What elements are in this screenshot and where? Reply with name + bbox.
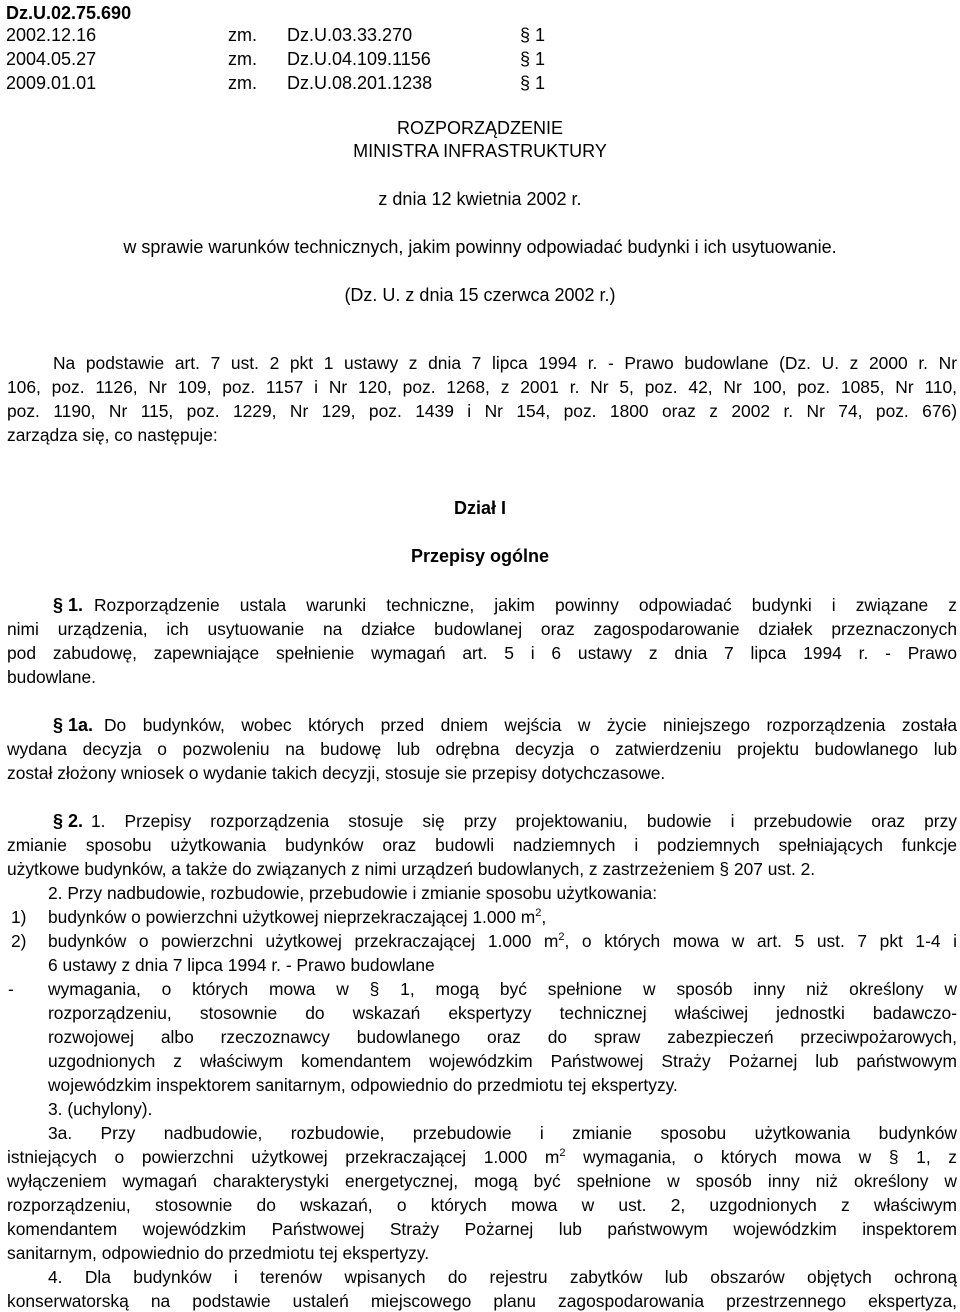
dash-line: uzgodnionych z właściwym komendantem wojewódzkim Państwowej Straży Pożarnej lub państwowym [48, 1051, 957, 1071]
list-item [48, 930, 957, 952]
list-item-text: budynków o powierzchni użytkowej przekraczającej 1.000 m [48, 931, 559, 951]
paragraph-line: rozporządzeniu, stosownie do wskazań, o których mowa w ust. 2, uzgodnionych z właściwym [7, 1195, 957, 1215]
amendment-ref: Dz.U.08.201.1238 [287, 73, 433, 93]
title-date: z dnia 12 kwietnia 2002 r. [378, 189, 582, 209]
list-item-tail: , [541, 907, 547, 927]
amendment-section: § 1 [520, 49, 546, 69]
preamble-line: 106, poz. 1126, Nr 109, poz. 1157 i Nr 120, poz. 1268, z 2001 r. Nr 5, poz. 42, Nr 100, poz. 1085, Nr 110, [7, 377, 957, 397]
paragraph-line: został złożony wniosek o wydanie takich decyzji, stosuje sie przepisy dotychczasowe. [7, 763, 666, 783]
paragraph-line [7, 1146, 957, 1168]
list-item [48, 906, 948, 928]
subsection-intro: 2. Przy nadbudowie, rozbudowie, przebudowie i zmianie sposobu użytkowania: [48, 883, 658, 903]
amendment-date: 2009.01.01 [6, 73, 97, 93]
list-item-tail: , o których mowa w art. 5 ust. 7 pkt 1-4 i [564, 931, 957, 951]
subsection-repealed: 3. (uchylony). [48, 1099, 153, 1119]
paragraph-line: sanitarnym, odpowiednio do przedmiotu tej ekspertyzy. [7, 1243, 430, 1263]
section-title: Dział I [453, 498, 506, 518]
dash-line: wymagania, o których mowa w § 1, mogą być spełnione w sposób inny niż określony w [48, 979, 957, 999]
dash-marker: - [8, 979, 14, 999]
paragraph-line: wyłączeniem wymagań charakterystyki energetycznej, mogą być spełnione w sposób inny niż określony w [7, 1171, 957, 1191]
amendment-date: 2004.05.27 [6, 49, 97, 69]
superscript: 2 [558, 931, 565, 943]
paragraph-number: § 2. [53, 811, 84, 831]
amendment-section: § 1 [520, 25, 546, 45]
paragraph-line: Rozporządzenie ustala warunki techniczne, jakim powinny odpowiadać budynki i związane z [94, 595, 957, 615]
amendment-ref: Dz.U.03.33.270 [287, 25, 413, 45]
paragraph-line: 3a. Przy nadbudowie, rozbudowie, przebudowie i zmianie sposobu użytkowania budynków [48, 1123, 957, 1143]
amendment-zm: zm. [228, 73, 257, 93]
paragraph-line: wydana decyzja o pozwoleniu na budowę lub odrębna decyzja o zatwierdzeniu projektu budowlanego lub [7, 739, 957, 759]
section-subtitle: Przepisy ogólne [410, 546, 550, 566]
list-number: 1) [11, 907, 27, 927]
amendment-date: 2002.12.16 [6, 25, 97, 45]
superscript: 2 [535, 907, 542, 919]
paragraph-line: budowlane. [7, 667, 96, 687]
paragraph-line: 4. Dla budynków i terenów wpisanych do rejestru zabytków lub obszarów objętych ochroną [48, 1267, 957, 1287]
doc-id: Dz.U.02.75.690 [6, 3, 132, 23]
list-item-continuation: 6 ustawy z dnia 7 lipca 1994 r. - Prawo budowlane [48, 955, 435, 975]
amendment-zm: zm. [228, 49, 257, 69]
preamble-line: Na podstawie art. 7 ust. 2 pkt 1 ustawy z dnia 7 lipca 1994 r. - Prawo budowlane (Dz. U. z 2000 r. Nr [53, 353, 957, 373]
line-text: istniejących o powierzchni użytkowej przekraczającej 1.000 m [7, 1147, 560, 1167]
title-line-1: ROZPORZĄDZENIE [396, 118, 563, 138]
list-item-text: budynków o powierzchni użytkowej nieprzekraczającej 1.000 m [48, 907, 536, 927]
preamble-line: zarządza się, co następuje: [7, 425, 218, 445]
paragraph-number: § 1. [53, 595, 84, 615]
line-text: wymagania, o których mowa w § 1, z [565, 1147, 958, 1167]
paragraph-line: użytkowe budynków, a także do związanych z nimi urządzeń budowlanych, z zastrzeżeniem § 207 ust. 2. [7, 859, 816, 879]
paragraph-line: 1. Przepisy rozporządzenia stosuje się przy projektowaniu, budowie i przebudowie oraz przy [91, 811, 957, 831]
dash-line: rozwojowej albo rzeczoznawcy budowlanego oraz do spraw zabezpieczeń przeciwpożarowych, [48, 1027, 957, 1047]
amendment-zm: zm. [228, 25, 257, 45]
paragraph-line: komendantem wojewódzkim Państwowej Straży Pożarnej lub państwowym wojewódzkim inspektorem [7, 1219, 957, 1239]
amendment-ref: Dz.U.04.109.1156 [287, 49, 431, 69]
paragraph-number: § 1a. [53, 715, 94, 735]
list-number: 2) [11, 931, 27, 951]
amendment-section: § 1 [520, 73, 546, 93]
dash-line: wojewódzkim inspektorem sanitarnym, odpowiednio do przedmiotu tej ekspertyzy. [48, 1075, 678, 1095]
paragraph-line: pod zabudowę, zapewniające spełnienie wymagań art. 5 i 6 ustawy z dnia 7 lipca 1994 r. - Prawo [7, 643, 957, 663]
title-subject: w sprawie warunków technicznych, jakim powinny odpowiadać budynki i ich usytuowanie. [123, 237, 837, 257]
preamble-line: poz. 1190, Nr 115, poz. 1229, Nr 129, poz. 1439 i Nr 154, poz. 1800 oraz z 2002 r. Nr 74, poz. 676) [7, 401, 957, 421]
dash-line: rozporządzeniu, stosownie do wskazań ekspertyzy technicznej właściwej jednostki badawczo- [48, 1003, 957, 1023]
paragraph-line: Do budynków, wobec których przed dniem wejścia w życie niniejszego rozporządzenia została [104, 715, 957, 735]
superscript: 2 [559, 1147, 566, 1159]
paragraph-line: konserwatorską na podstawie ustaleń miejscowego planu zagospodarowania przestrzennego ekspertyza, [7, 1291, 957, 1311]
title-line-2: MINISTRA INFRASTRUKTURY [353, 141, 607, 161]
publication-info: (Dz. U. z dnia 15 czerwca 2002 r.) [344, 285, 616, 305]
paragraph-line: nimi urządzenia, ich usytuowanie na działce budowlanej oraz zagospodarowanie działek przeznaczonych [7, 619, 957, 639]
paragraph-line: zmianie sposobu użytkowania budynków oraz budowli nadziemnych i podziemnych spełniających funkcje [7, 835, 957, 855]
